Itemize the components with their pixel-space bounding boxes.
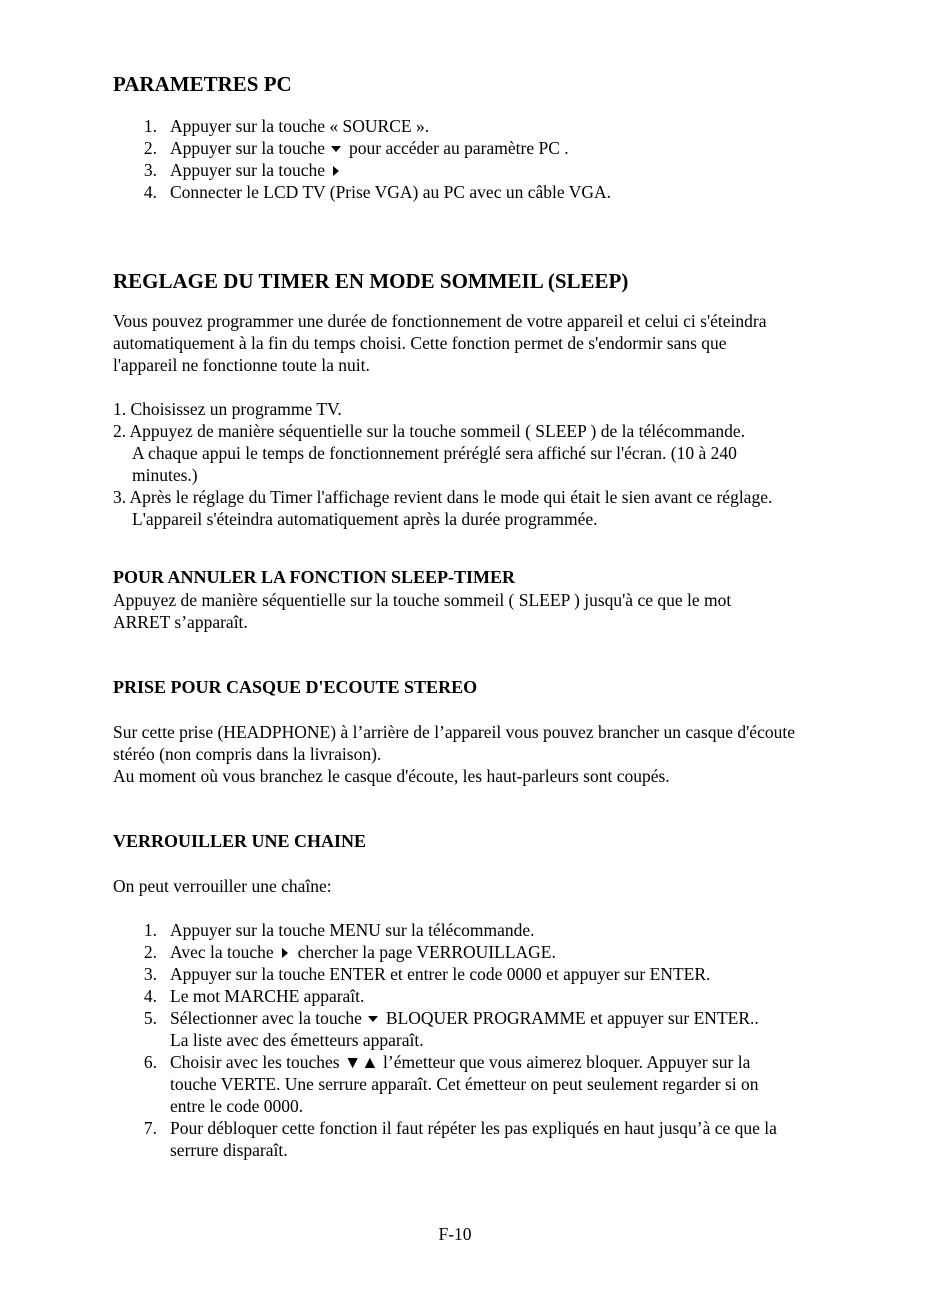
- list-item-text-cont: BLOQUER PROGRAMME et appuyer sur ENTER..: [385, 1008, 759, 1028]
- list-number: 4.: [143, 182, 157, 202]
- paragraph-line: Vous pouvez programmer une durée de fonctionnement de votre appareil et celui ci s'éteindra: [113, 311, 767, 331]
- step-line: minutes.): [132, 465, 198, 485]
- list-item: [170, 159, 349, 181]
- list-number: 4.: [143, 986, 157, 1006]
- list-number: 6.: [143, 1052, 157, 1072]
- step-line: 3. Après le réglage du Timer l'affichage revient dans le mode qui était le sien avant ce réglage.: [113, 487, 773, 507]
- list-item-text-cont: chercher la page VERROUILLAGE.: [297, 942, 556, 962]
- page-number: F-10: [438, 1224, 472, 1244]
- list-item: [170, 941, 556, 963]
- paragraph-line: Au moment où vous branchez le casque d'écoute, les haut-parleurs sont coupés.: [113, 766, 670, 786]
- paragraph-line: ARRET s’apparaît.: [113, 612, 248, 632]
- list-item: [170, 1007, 759, 1029]
- list-item: Appuyer sur la touche ENTER et entrer le code 0000 et appuyer sur ENTER.: [170, 964, 711, 984]
- list-item-continuation: touche VERTE. Une serrure apparaît. Cet émetteur on peut seulement regarder si on: [170, 1074, 759, 1094]
- heading-sleep-timer: REGLAGE DU TIMER EN MODE SOMMEIL (SLEEP): [113, 269, 629, 293]
- arrow-right-icon: [282, 948, 288, 958]
- heading-verrouiller: VERROUILLER UNE CHAINE: [113, 831, 367, 851]
- heading-casque: PRISE POUR CASQUE D'ECOUTE STEREO: [113, 677, 478, 697]
- list-item: Appuyer sur la touche « SOURCE ».: [170, 116, 430, 136]
- paragraph-line: Sur cette prise (HEADPHONE) à l’arrière de l’appareil vous pouvez brancher un casque d'écoute: [113, 722, 795, 742]
- list-item: Le mot MARCHE apparaît.: [170, 986, 365, 1006]
- arrow-right-icon: [333, 166, 339, 176]
- list-item-continuation: serrure disparaît.: [170, 1140, 288, 1160]
- list-item: Connecter le LCD TV (Prise VGA) au PC avec un câble VGA.: [170, 182, 611, 202]
- paragraph-line: automatiquement à la fin du temps choisi. Cette fonction permet de s'endormir sans que: [113, 333, 727, 353]
- list-item: Choisir avec les touches ▼▲ l’émetteur que vous aimerez bloquer. Appuyer sur la: [170, 1052, 751, 1072]
- list-number: 3.: [143, 160, 157, 180]
- step-line: A chaque appui le temps de fonctionnement préréglé sera affiché sur l'écran. (10 à 240: [132, 443, 737, 463]
- list-number: 7.: [143, 1118, 157, 1138]
- paragraph-line: On peut verrouiller une chaîne:: [113, 876, 332, 896]
- list-number: 3.: [143, 964, 157, 984]
- list-item-continuation: entre le code 0000.: [170, 1096, 304, 1116]
- heading-annuler-sleep: POUR ANNULER LA FONCTION SLEEP-TIMER: [113, 567, 516, 587]
- list-item-text: Appuyer sur la touche: [170, 138, 326, 158]
- list-number: 1.: [143, 920, 157, 940]
- arrow-down-icon: [368, 1016, 378, 1022]
- list-item-text-cont: pour accéder au paramètre PC .: [349, 138, 569, 158]
- list-number: 5.: [143, 1008, 157, 1028]
- step-line: L'appareil s'éteindra automatiquement après la durée programmée.: [132, 509, 598, 529]
- paragraph-line: Appuyez de manière séquentielle sur la touche sommeil ( SLEEP ) jusqu'à ce que le mot: [113, 590, 732, 610]
- list-item-text: Sélectionner avec la touche: [170, 1008, 362, 1028]
- paragraph-line: stéréo (non compris dans la livraison).: [113, 744, 382, 764]
- list-number: 2.: [143, 942, 157, 962]
- list-item-continuation: La liste avec des émetteurs apparaît.: [170, 1030, 424, 1050]
- arrow-down-icon: [331, 146, 341, 152]
- list-number: 2.: [143, 138, 157, 158]
- list-item: [170, 137, 569, 159]
- heading-parametres-pc: PARAMETRES PC: [113, 72, 292, 96]
- list-item-text: Avec la touche: [170, 942, 274, 962]
- list-item: Pour débloquer cette fonction il faut répéter les pas expliqués en haut jusqu’à ce que la: [170, 1118, 777, 1138]
- step-line: 2. Appuyez de manière séquentielle sur la touche sommeil ( SLEEP ) de la télécommande.: [113, 421, 746, 441]
- list-item-text: Appuyer sur la touche: [170, 160, 326, 180]
- list-number: 1.: [143, 116, 157, 136]
- step-line: 1. Choisissez un programme TV.: [113, 399, 342, 419]
- paragraph-line: l'appareil ne fonctionne toute la nuit.: [113, 355, 370, 375]
- list-item: Appuyer sur la touche MENU sur la télécommande.: [170, 920, 535, 940]
